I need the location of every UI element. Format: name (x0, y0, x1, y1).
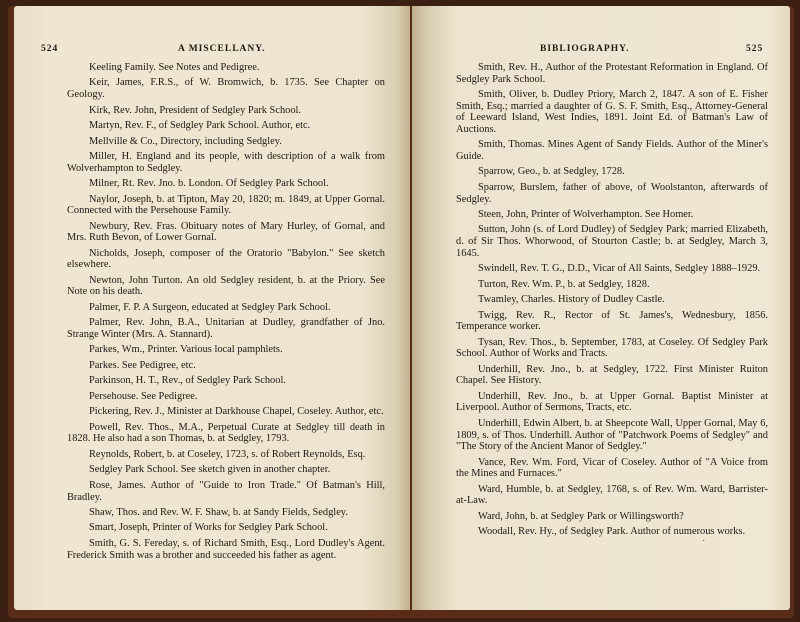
bibliography-entry: Keir, James, F.R.S., of W. Bromwich, b. 1735. See Chapter on Geology. (67, 77, 385, 101)
bibliography-entry: Newbury, Rev. Fras. Obituary notes of Mary Hurley, of Gornal, and Mrs. Ruth Bevon, of Lower Gornal. (67, 220, 385, 244)
right-page (412, 6, 790, 610)
bibliography-entry: Twamley, Charles. History of Dudley Castle. (478, 294, 665, 306)
bibliography-entry: Keeling Family. See Notes and Pedigree. (89, 62, 260, 73)
bibliography-entry: Smith, Rev. H., Author of the Protestant Reformation in England. Of Sedgley Park School. (456, 62, 768, 85)
bibliography-entry: Milner, Rt. Rev. Jno. b. London. Of Sedgley Park School. (89, 178, 329, 190)
bibliography-entry: Shaw, Thos. and Rev. W. F. Shaw, b. at Sandy Fields, Sedgley. (89, 507, 348, 518)
bibliography-entry: Vance, Rev. Wm. Ford, Vicar of Coseley. Author of "A Voice from the Mines and Furnaces." (456, 456, 768, 480)
bibliography-entry: Persehouse. See Pedigree. (89, 390, 198, 402)
right-page-number: 525 (746, 44, 764, 54)
book-spread (8, 6, 794, 618)
bibliography-entry: Miller, H. England and its people, with description of a walk from Wolverhampton to Sedgley. (67, 151, 385, 174)
bibliography-entry: Powell, Rev. Thos., M.A., Perpetual Curate at Sedgley till death in 1828. He also had a son Thomas, b. at Sedgley, 1793. (67, 421, 385, 445)
bibliography-entry: Rose, James. Author of "Guide to Iron Trade." Of Batman's Hill, Bradley. (67, 479, 385, 503)
bibliography-entry: Naylor, Joseph, b. at Tipton, May 20, 1820; m. 1849, at Upper Gornal. Connected with the Persehouse Family. (67, 193, 385, 217)
bibliography-entry: Tysan, Rev. Thos., b. September, 1783, at Coseley. Of Sedgley Park School. Author of Works and Tracts. (456, 336, 768, 360)
right-running-head: BIBLIOGRAPHY. (540, 44, 630, 54)
bibliography-entry: Palmer, F. P. A Surgeon, educated at Sedgley Park School. (89, 301, 331, 313)
bibliography-entry: Smith, Thomas. Mines Agent of Sandy Fields. Author of the Miner's Guide. (456, 139, 768, 162)
right-entry-list (456, 62, 768, 542)
bibliography-entry: Parkes. See Pedigree, etc. (89, 359, 196, 371)
bibliography-entry: Newton, John Turton. An old Sedgley resident, b. at the Priory. See Note on his death. (67, 274, 385, 298)
bibliography-entry: Turton, Rev. Wm. P., b. at Sedgley, 1828. (478, 278, 650, 290)
left-page-number: 524 (41, 44, 59, 54)
bibliography-entry: Underhill, Edwin Albert, b. at Sheepcote Wall, Upper Gornal, May 6, 1809, s. of Thos. Underhill. Author of "Patchwork Poems of Sedgley" and "The Story of the Ancient Manor of Sedgley." (456, 417, 768, 453)
bibliography-entry: Smith, Oliver, b. Dudley Priory, March 2, 1847. A son of E. Fisher Smith, Esq.; married a daughter of G. S. F. Smith, Esq., Attorney-General of Leeward Island, West Indies, 1891. Joint Ed. of Batman's Law of Auctions. (456, 89, 768, 135)
bibliography-entry: Sedgley Park School. See sketch given in another chapter. (89, 464, 331, 476)
left-entry-list (67, 62, 385, 565)
bibliography-entry: Sutton, John (s. of Lord Dudley) of Sedgley Park; married Elizabeth, d. of Sir Thos. Whorwood, of Stourton Castle; b. at Sedgley, March 3, 1645. (456, 224, 768, 259)
bibliography-entry: Sparrow, Geo., b. at Sedgley, 1728. (478, 166, 625, 178)
bibliography-entry: Reynolds, Robert, b. at Coseley, 1723, s. of Robert Reynolds, Esq. (89, 448, 366, 460)
left-running-head: A MISCELLANY. (178, 44, 266, 54)
left-page (14, 6, 410, 610)
bibliography-entry: Nicholds, Joseph, composer of the Oratorio "Babylon." See sketch elsewhere. (67, 247, 385, 271)
bibliography-entry: Kirk, Rev. John, President of Sedgley Park School. (89, 104, 302, 116)
bibliography-entry: Steen, John, Printer of Wolverhampton. See Homer. (478, 208, 694, 220)
bibliography-entry: Underhill, Rev. Jno., b. at Sedgley, 1722. First Minister Ruiton Chapel. See History. (456, 363, 768, 387)
bibliography-entry: Twigg, Rev. R., Rector of St. James's, Wednesbury, 1856. Temperance worker. (456, 309, 768, 333)
bibliography-entry: Woodall, Rev. Hy., of Sedgley Park. Author of numerous works. (478, 526, 746, 538)
bibliography-entry: Martyn, Rev. F., of Sedgley Park School. Author, etc. (89, 120, 311, 132)
bibliography-entry: Sparrow, Burslem, father of above, of Woolstanton, afterwards of Sedgley. (456, 181, 768, 205)
bibliography-entry: Swindell, Rev. T. G., D.D., Vicar of All Saints, Sedgley 1888–1929. (478, 263, 761, 275)
bibliography-entry: Pickering, Rev. J., Minister at Darkhouse Chapel, Coseley. Author, etc. (89, 406, 384, 418)
bibliography-entry: Underhill, Rev. Jno., b. at Upper Gornal. Baptist Minister at Liverpool. Author of Sermons, Tracts, etc. (456, 390, 768, 414)
bibliography-entry: Smith, G. S. Fereday, s. of Richard Smith, Esq., Lord Dudley's Agent. Frederick Smith was a brother and succeeded his father as agent. (67, 537, 385, 561)
bibliography-entry: Ward, John, b. at Sedgley Park or Willingsworth? (478, 510, 684, 522)
bibliography-entry: Smart, Joseph, Printer of Works for Sedgley Park School. (89, 522, 328, 534)
bibliography-entry: Parkinson, H. T., Rev., of Sedgley Park School. (89, 375, 286, 387)
stray-mark: · (702, 536, 706, 547)
bibliography-entry: Palmer, Rev. John, B.A., Unitarian at Dudley, grandfather of Jno. Strange Winter (Mrs. A. Stannard). (67, 317, 385, 340)
bibliography-entry: Ward, Humble, b. at Sedgley, 1768, s. of Rev. Wm. Ward, Barrister-at-Law. (456, 483, 768, 507)
bibliography-entry: Parkes, Wm., Printer. Various local pamphlets. (89, 344, 283, 356)
bibliography-entry: Mellville & Co., Directory, including Sedgley. (89, 135, 282, 147)
